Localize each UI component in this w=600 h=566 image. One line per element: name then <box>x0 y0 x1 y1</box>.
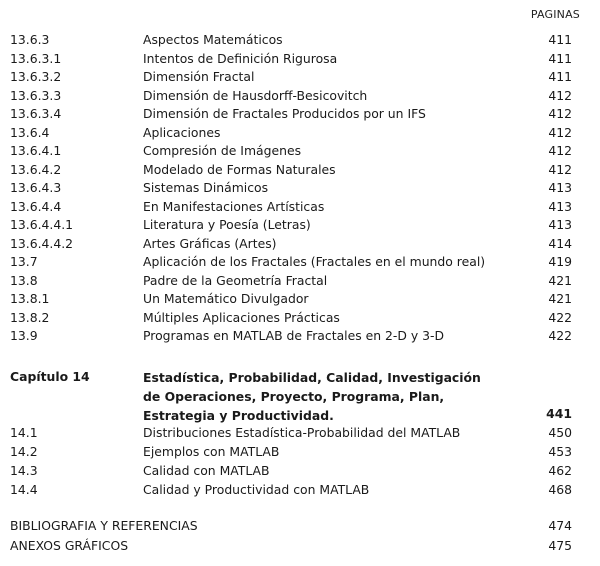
toc-entry <box>0 253 600 271</box>
back-matter-entry <box>0 537 600 555</box>
entry-number: 13.6.4 <box>10 124 50 140</box>
toc-entry <box>0 31 600 49</box>
entry-page: 414 <box>548 235 572 251</box>
toc-entry <box>0 272 600 290</box>
paginas-header: PAGINAS <box>530 8 580 21</box>
entry-page: 412 <box>548 124 572 140</box>
entry-title: Calidad y Productividad con MATLAB <box>143 482 370 497</box>
entry-title: Intentos de Definición Rigurosa <box>143 50 338 66</box>
entry-page: 462 <box>548 463 572 478</box>
entry-title: Ejemplos con MATLAB <box>143 444 280 459</box>
entry-title: Compresión de Imágenes <box>143 143 302 158</box>
entry-number: 13.9 <box>10 328 38 343</box>
entry-title: Aspectos Matemáticos <box>143 32 283 47</box>
entry-number: 13.6.3.1 <box>10 50 62 66</box>
toc-entry <box>0 424 600 442</box>
chapter-page-row <box>0 405 600 423</box>
toc-entry <box>0 50 600 68</box>
entry-page: 412 <box>548 143 572 158</box>
toc-entry <box>0 161 600 179</box>
entry-page: 412 <box>548 87 572 103</box>
toc-entry <box>0 142 600 160</box>
entry-page: 413 <box>548 198 572 214</box>
entry-page: 474 <box>548 518 572 533</box>
chapter-number: Capítulo 14 <box>10 369 90 384</box>
entry-title: Aplicación de los Fractales (Fractales en el mundo real) <box>143 254 486 269</box>
toc-entry <box>0 124 600 142</box>
toc-entry <box>0 87 600 105</box>
entry-title: Dimensión de Hausdorff-Besicovitch <box>143 87 368 103</box>
entry-title: Múltiples Aplicaciones Prácticas <box>143 309 340 325</box>
entry-title: Sistemas Dinámicos <box>143 180 269 195</box>
entry-number: 13.8.2 <box>10 309 50 325</box>
entry-title: Programas en MATLAB de Fractales en 2-D y 3-D <box>143 328 445 343</box>
entry-title: Dimensión Fractal <box>143 69 255 84</box>
entry-number: 13.6.4.1 <box>10 143 62 158</box>
toc-entry <box>0 179 600 197</box>
entry-number: 13.6.4.2 <box>10 161 62 177</box>
entry-page: 421 <box>548 291 572 306</box>
toc-entry <box>0 290 600 308</box>
back-matter-entry <box>0 517 600 535</box>
entry-page: 450 <box>548 425 572 440</box>
entry-page: 475 <box>548 538 572 553</box>
entry-title: ANEXOS GRÁFICOS <box>10 538 129 553</box>
entry-page: 422 <box>548 309 572 325</box>
toc-entry <box>0 443 600 461</box>
toc-entry <box>0 105 600 123</box>
chapter-title-line: Estadística, Probabilidad, Calidad, Investigación <box>143 370 481 385</box>
entry-number: 13.6.4.4 <box>10 198 62 214</box>
entry-page: 411 <box>548 32 572 47</box>
entry-page: 411 <box>548 69 572 84</box>
entry-number: 13.8.1 <box>10 291 50 306</box>
toc-entry <box>0 235 600 253</box>
entry-number: 13.8 <box>10 272 38 288</box>
entry-number: 13.6.4.4.1 <box>10 217 74 232</box>
entry-page: 419 <box>548 254 572 269</box>
entry-number: 13.6.3.4 <box>10 106 62 121</box>
chapter-title-line: de Operaciones, Proyecto, Programa, Plan, <box>143 389 445 404</box>
entry-number: 13.6.4.3 <box>10 180 62 195</box>
entry-title: Modelado de Formas Naturales <box>143 161 336 177</box>
chapter-page: 441 <box>546 406 572 421</box>
toc-entry <box>0 309 600 327</box>
toc-entry <box>0 481 600 499</box>
entry-title: Calidad con MATLAB <box>143 463 270 478</box>
entry-number: 14.1 <box>10 425 38 440</box>
entry-number: 14.4 <box>10 482 38 497</box>
entry-title: Un Matemático Divulgador <box>143 291 309 306</box>
entry-page: 412 <box>548 161 572 177</box>
entry-title: BIBLIOGRAFIA Y REFERENCIAS <box>10 518 198 533</box>
entry-page: 422 <box>548 328 572 343</box>
entry-number: 13.6.3.3 <box>10 87 62 103</box>
entry-title: Padre de la Geometría Fractal <box>143 272 328 288</box>
entry-number: 14.2 <box>10 444 38 459</box>
toc-entry <box>0 198 600 216</box>
entry-title: Literatura y Poesía (Letras) <box>143 217 311 232</box>
entry-page: 411 <box>548 50 572 66</box>
entry-page: 413 <box>548 217 572 232</box>
toc-entry <box>0 327 600 345</box>
entry-number: 13.6.3.2 <box>10 69 62 84</box>
entry-page: 453 <box>548 444 572 459</box>
entry-number: 13.7 <box>10 254 38 269</box>
entry-page: 468 <box>548 482 572 497</box>
toc-entry <box>0 462 600 480</box>
entry-title: Dimensión de Fractales Producidos por un IFS <box>143 106 426 121</box>
entry-title: Distribuciones Estadística-Probabilidad del MATLAB <box>143 425 461 440</box>
entry-title: Artes Gráficas (Artes) <box>143 235 277 251</box>
entry-title: En Manifestaciones Artísticas <box>143 198 325 214</box>
entry-page: 421 <box>548 272 572 288</box>
entry-page: 412 <box>548 106 572 121</box>
entry-page: 413 <box>548 180 572 195</box>
entry-number: 13.6.4.4.2 <box>10 235 74 251</box>
entry-title: Aplicaciones <box>143 124 221 140</box>
chapter-title-line: Estrategia y Productividad. <box>143 408 334 423</box>
entry-number: 14.3 <box>10 463 38 478</box>
toc-entry <box>0 68 600 86</box>
entry-number: 13.6.3 <box>10 32 50 47</box>
toc-entry <box>0 216 600 234</box>
